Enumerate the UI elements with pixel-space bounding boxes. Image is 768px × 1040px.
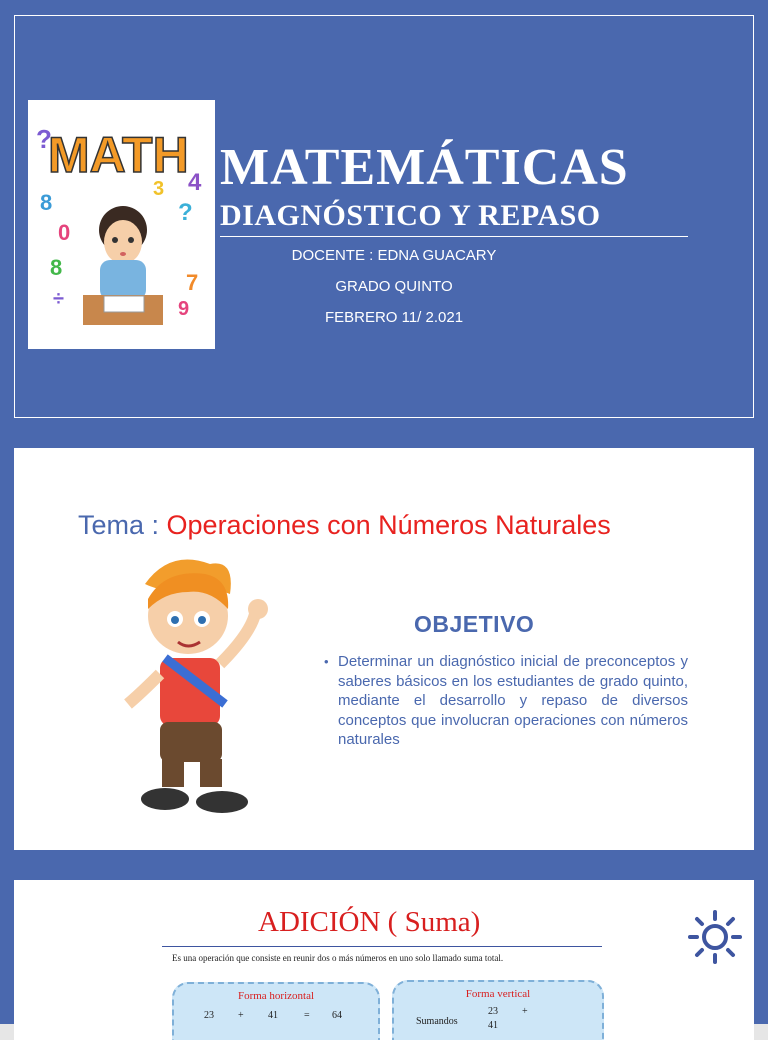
slide-card — [14, 880, 754, 1040]
svg-text:8: 8 — [50, 255, 63, 280]
vertical-form-box — [392, 980, 604, 1040]
vertical-label: Sumandos — [416, 1016, 458, 1027]
horizontal-plus: + — [238, 1010, 244, 1021]
vertical-form-heading: Forma vertical — [465, 988, 531, 1000]
horizontal-n2: 41 — [268, 1010, 278, 1021]
definition-divider — [162, 946, 602, 947]
objective-text: Determinar un diagnóstico inicial de preconceptos y saberes básicos en los estudiantes de grado quinto, mediante el desarrollo y repaso de diversos conceptos que involucran operaciones con números naturales — [338, 653, 688, 748]
vertical-n2: 41 — [488, 1020, 498, 1031]
svg-text:9: 9 — [178, 298, 190, 320]
svg-text:÷: ÷ — [53, 288, 64, 310]
svg-text:8: 8 — [40, 190, 53, 215]
svg-text:3: 3 — [153, 178, 165, 200]
svg-text:?: ? — [178, 199, 193, 226]
sun-icon — [688, 910, 742, 964]
vertical-n1: 23 — [488, 1006, 498, 1017]
title-divider — [220, 236, 688, 237]
objective-bullet — [326, 652, 688, 750]
presentation-subtitle: DIAGNÓSTICO Y REPASO — [220, 199, 601, 232]
svg-text:0: 0 — [58, 220, 71, 245]
horizontal-n1: 23 — [204, 1010, 214, 1021]
horizontal-form-box — [172, 982, 380, 1040]
teacher-line: DOCENTE : EDNA GUACARY — [291, 247, 497, 264]
boy-waving-illustration — [110, 554, 280, 826]
math-word: MATH — [48, 127, 189, 183]
svg-text:4: 4 — [188, 169, 202, 196]
date-line: FEBRERO 11/ 2.021 — [324, 309, 464, 326]
slide-title — [0, 0, 768, 432]
girl-math-illustration — [28, 100, 215, 349]
objective-heading: OBJETIVO — [414, 611, 535, 637]
horizontal-result: 64 — [332, 1010, 342, 1021]
grade-line: GRADO QUINTO — [335, 278, 453, 295]
slide-card — [14, 448, 754, 850]
vertical-plus: + — [522, 1006, 528, 1017]
slide-addition — [0, 866, 768, 1031]
horizontal-eq: = — [304, 1010, 310, 1021]
addition-title: ADICIÓN ( Suma) — [258, 906, 481, 938]
addition-definition: Es una operación que consiste en reunir dos o más números en uno solo llamado suma total. — [172, 953, 504, 963]
topic-line — [78, 510, 611, 541]
bullet-dot: • — [324, 654, 329, 669]
topic-label: Tema : — [78, 510, 167, 540]
horizontal-form-heading: Forma horizontal — [237, 990, 315, 1002]
svg-text:?: ? — [36, 124, 52, 154]
presentation-title: MATEMÁTICAS — [220, 139, 629, 196]
slide-objective — [0, 432, 768, 866]
svg-text:7: 7 — [186, 270, 199, 295]
topic-value: Operaciones con Números Naturales — [166, 510, 611, 540]
